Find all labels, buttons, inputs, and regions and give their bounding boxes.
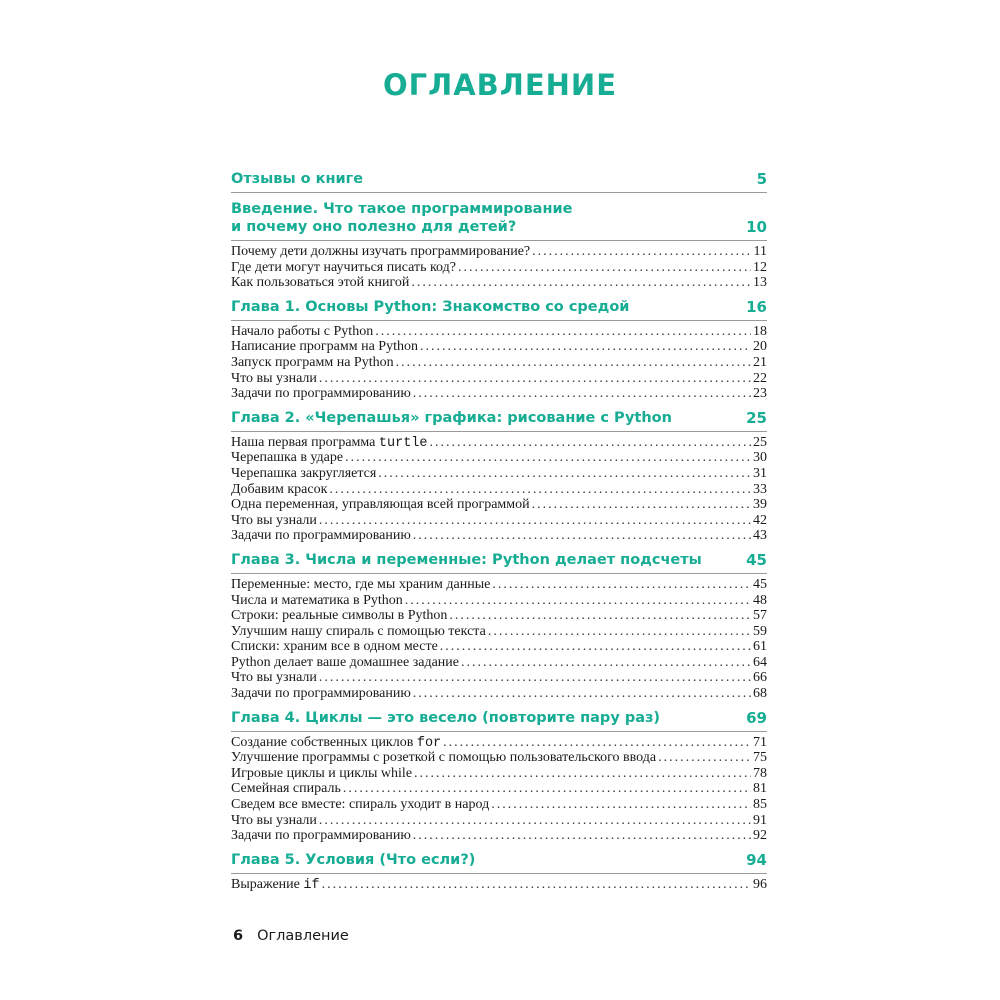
entry-code-keyword: for <box>416 735 442 751</box>
leader-dots <box>440 639 751 655</box>
entry-title: Строки: реальные символы в Python <box>231 608 448 624</box>
leader-dots <box>458 260 751 276</box>
entry-page-number: 91 <box>753 812 767 828</box>
leader-dots <box>420 339 751 355</box>
toc-chapter <box>231 298 767 402</box>
chapter-page-number: 69 <box>746 708 767 727</box>
chapter-title: Глава 4. Циклы — это весело (повторите пару раз) <box>231 709 661 726</box>
leader-dots <box>461 655 751 671</box>
leader-dots <box>319 670 751 686</box>
chapter-page-number: 5 <box>756 170 767 188</box>
entry-page-number: 21 <box>753 354 767 370</box>
entry-page-number: 13 <box>753 275 767 291</box>
entry-code-keyword: turtle <box>378 435 428 451</box>
chapter-page-number: 25 <box>746 408 767 427</box>
entry-title: Одна переменная, управляющая всей программой <box>231 497 530 513</box>
entry-page-number: 85 <box>753 797 767 813</box>
entry-page-number: 43 <box>753 528 767 544</box>
footer-label: Оглавление <box>257 928 349 944</box>
leader-dots <box>443 735 751 751</box>
entry-title: Где дети могут научиться писать код? <box>231 259 456 275</box>
leader-dots <box>413 828 751 844</box>
entry-page-number: 61 <box>753 639 767 655</box>
entry-title: Черепашка закругляется <box>231 465 377 481</box>
leader-dots <box>413 386 751 402</box>
toc-entry[interactable] <box>231 450 767 466</box>
leader-dots <box>532 244 751 260</box>
entry-title: Написание программ на Python <box>231 339 418 355</box>
chapter-entries <box>231 877 767 893</box>
chapter-heading[interactable] <box>231 551 767 574</box>
entry-page-number: 42 <box>753 512 767 528</box>
entry-title: Переменные: место, где мы храним данные <box>231 576 491 592</box>
entry-title: Задачи по программированию <box>231 528 411 544</box>
chapter-page-number: 94 <box>746 850 767 869</box>
leader-dots <box>319 813 751 829</box>
leader-dots <box>414 766 751 782</box>
entry-page-number: 33 <box>753 481 767 497</box>
entry-title <box>231 735 441 751</box>
entry-page-number: 64 <box>753 654 767 670</box>
chapter-entries <box>231 244 767 291</box>
toc-entry[interactable] <box>231 655 767 671</box>
entry-page-number: 30 <box>753 450 767 466</box>
page-title: ОГЛАВЛЕНИЕ <box>382 68 617 102</box>
chapter-title: Глава 1. Основы Python: Знакомство со средой <box>231 298 630 315</box>
entry-page-number: 71 <box>753 734 767 750</box>
toc-entry[interactable] <box>231 877 767 893</box>
toc-entry[interactable] <box>231 528 767 544</box>
chapter-entries <box>231 324 767 402</box>
toc-entry[interactable] <box>231 670 767 686</box>
entry-page-number: 20 <box>753 339 767 355</box>
entry-title: Как пользоваться этой книгой <box>231 275 410 291</box>
leader-dots <box>375 324 751 340</box>
entry-page-number: 25 <box>753 434 767 450</box>
entry-title-text: Создание собственных циклов <box>231 734 414 750</box>
chapter-heading[interactable] <box>231 851 767 874</box>
chapter-heading[interactable] <box>231 200 767 241</box>
toc-entry[interactable] <box>231 797 767 813</box>
chapter-title: Отзывы о книге <box>231 171 364 187</box>
entry-title: Черепашка в ударе <box>231 450 344 466</box>
entry-title: Игровые циклы и циклы while <box>231 765 413 781</box>
toc-entry[interactable] <box>231 244 767 260</box>
leader-dots <box>658 750 751 766</box>
toc-entry[interactable] <box>231 608 767 624</box>
entry-title: Добавим красок <box>231 481 328 497</box>
toc-chapter <box>231 409 767 544</box>
entry-title: Списки: храним все в одном месте <box>231 639 438 655</box>
entry-title: Python делает ваше домашнее задание <box>231 654 459 670</box>
chapter-entries <box>231 435 767 544</box>
footer-page-number: 6 <box>233 928 244 944</box>
leader-dots <box>319 513 751 529</box>
chapter-page-number: 10 <box>746 218 767 236</box>
toc-entry[interactable] <box>231 750 767 766</box>
toc-entry[interactable] <box>231 386 767 402</box>
entry-title: Улучшение программы с розеткой с помощью пользовательского ввода <box>231 750 657 766</box>
entry-page-number: 96 <box>753 876 767 892</box>
entry-page-number: 12 <box>753 259 767 275</box>
chapter-heading[interactable] <box>231 170 767 193</box>
toc-entry[interactable] <box>231 781 767 797</box>
entry-title: Улучшим нашу спираль с помощью текста <box>231 623 486 639</box>
chapter-page-number: 16 <box>746 297 767 316</box>
toc-entry[interactable] <box>231 355 767 371</box>
leader-dots <box>492 577 751 593</box>
toc-entry[interactable] <box>231 260 767 276</box>
toc-entry[interactable] <box>231 593 767 609</box>
entry-page-number: 66 <box>753 670 767 686</box>
entry-title: Что вы узнали <box>231 512 317 528</box>
entry-title: Задачи по программированию <box>231 828 411 844</box>
toc-entry[interactable] <box>231 324 767 340</box>
table-of-contents <box>231 170 767 899</box>
entry-title: Запуск программ на Python <box>231 354 394 370</box>
leader-dots <box>413 528 751 544</box>
entry-page-number: 39 <box>753 497 767 513</box>
leader-dots <box>532 497 751 513</box>
chapter-heading[interactable] <box>231 409 767 432</box>
toc-entry[interactable] <box>231 275 767 291</box>
chapter-title: Глава 5. Условия (Что если?) <box>231 851 476 868</box>
toc-entry[interactable] <box>231 497 767 513</box>
chapter-page-number: 45 <box>746 550 767 569</box>
entry-title: Почему дети должны изучать программирование? <box>231 244 531 259</box>
entry-page-number: 23 <box>753 386 767 402</box>
chapter-heading[interactable] <box>231 298 767 321</box>
leader-dots <box>322 877 751 893</box>
leader-dots <box>319 371 751 387</box>
toc-entry[interactable] <box>231 686 767 702</box>
toc-entry[interactable] <box>231 371 767 387</box>
leader-dots <box>329 482 751 498</box>
entry-page-number: 68 <box>753 686 767 702</box>
chapter-title: Введение. Что такое программирование и почему оно полезно для детей? <box>231 201 573 235</box>
entry-code-keyword: if <box>303 877 320 893</box>
leader-dots <box>396 355 751 371</box>
entry-page-number: 31 <box>753 465 767 481</box>
toc-chapter <box>231 551 767 702</box>
entry-page-number: 45 <box>753 576 767 592</box>
chapter-entries <box>231 577 767 702</box>
toc-entry[interactable] <box>231 735 767 751</box>
toc-chapter <box>231 851 767 893</box>
entry-page-number: 11 <box>753 244 767 259</box>
entry-page-number: 57 <box>753 608 767 624</box>
leader-dots <box>488 624 751 640</box>
entry-title: Что вы узнали <box>231 670 317 686</box>
toc-chapter <box>231 709 767 844</box>
toc-entry[interactable] <box>231 339 767 355</box>
chapter-title: Глава 3. Числа и переменные: Python делает подсчеты <box>231 551 702 568</box>
toc-chapter <box>231 200 767 291</box>
leader-dots <box>491 797 751 813</box>
entry-page-number: 75 <box>753 750 767 766</box>
entry-title: Что вы узнали <box>231 812 317 828</box>
toc-entry[interactable] <box>231 639 767 655</box>
entry-page-number: 92 <box>753 828 767 844</box>
leader-dots <box>449 608 751 624</box>
entry-title: Семейная спираль <box>231 781 341 797</box>
entry-page-number: 59 <box>753 623 767 639</box>
entry-title <box>231 877 320 893</box>
chapter-heading[interactable] <box>231 709 767 732</box>
leader-dots <box>430 435 752 451</box>
entry-page-number: 48 <box>753 592 767 608</box>
toc-entry[interactable] <box>231 577 767 593</box>
toc-chapter <box>231 170 767 193</box>
toc-entry[interactable] <box>231 466 767 482</box>
leader-dots <box>405 593 751 609</box>
leader-dots <box>413 686 751 702</box>
toc-entry[interactable] <box>231 766 767 782</box>
page-footer <box>233 928 349 944</box>
leader-dots <box>411 275 751 291</box>
entry-title: Что вы узнали <box>231 370 317 386</box>
toc-entry[interactable] <box>231 813 767 829</box>
toc-entry[interactable] <box>231 435 767 451</box>
entry-title: Задачи по программированию <box>231 686 411 702</box>
chapter-entries <box>231 735 767 844</box>
entry-page-number: 81 <box>753 781 767 797</box>
toc-entry[interactable] <box>231 513 767 529</box>
entry-page-number: 22 <box>753 370 767 386</box>
toc-entry[interactable] <box>231 624 767 640</box>
toc-entry[interactable] <box>231 482 767 498</box>
toc-entry[interactable] <box>231 828 767 844</box>
entry-page-number: 78 <box>753 765 767 781</box>
leader-dots <box>343 781 751 797</box>
entry-title: Сведем все вместе: спираль уходит в народ <box>231 797 490 813</box>
entry-title: Начало работы с Python <box>231 323 374 339</box>
entry-page-number: 18 <box>753 323 767 339</box>
chapter-title: Глава 2. «Черепашья» графика: рисование с Python <box>231 409 672 426</box>
entry-title <box>231 435 428 451</box>
entry-title: Задачи по программированию <box>231 386 411 402</box>
entry-title: Числа и математика в Python <box>231 592 403 608</box>
leader-dots <box>345 450 751 466</box>
entry-title-text: Выражение <box>231 876 300 892</box>
leader-dots <box>378 466 751 482</box>
entry-title-text: Наша первая программа <box>231 434 376 450</box>
